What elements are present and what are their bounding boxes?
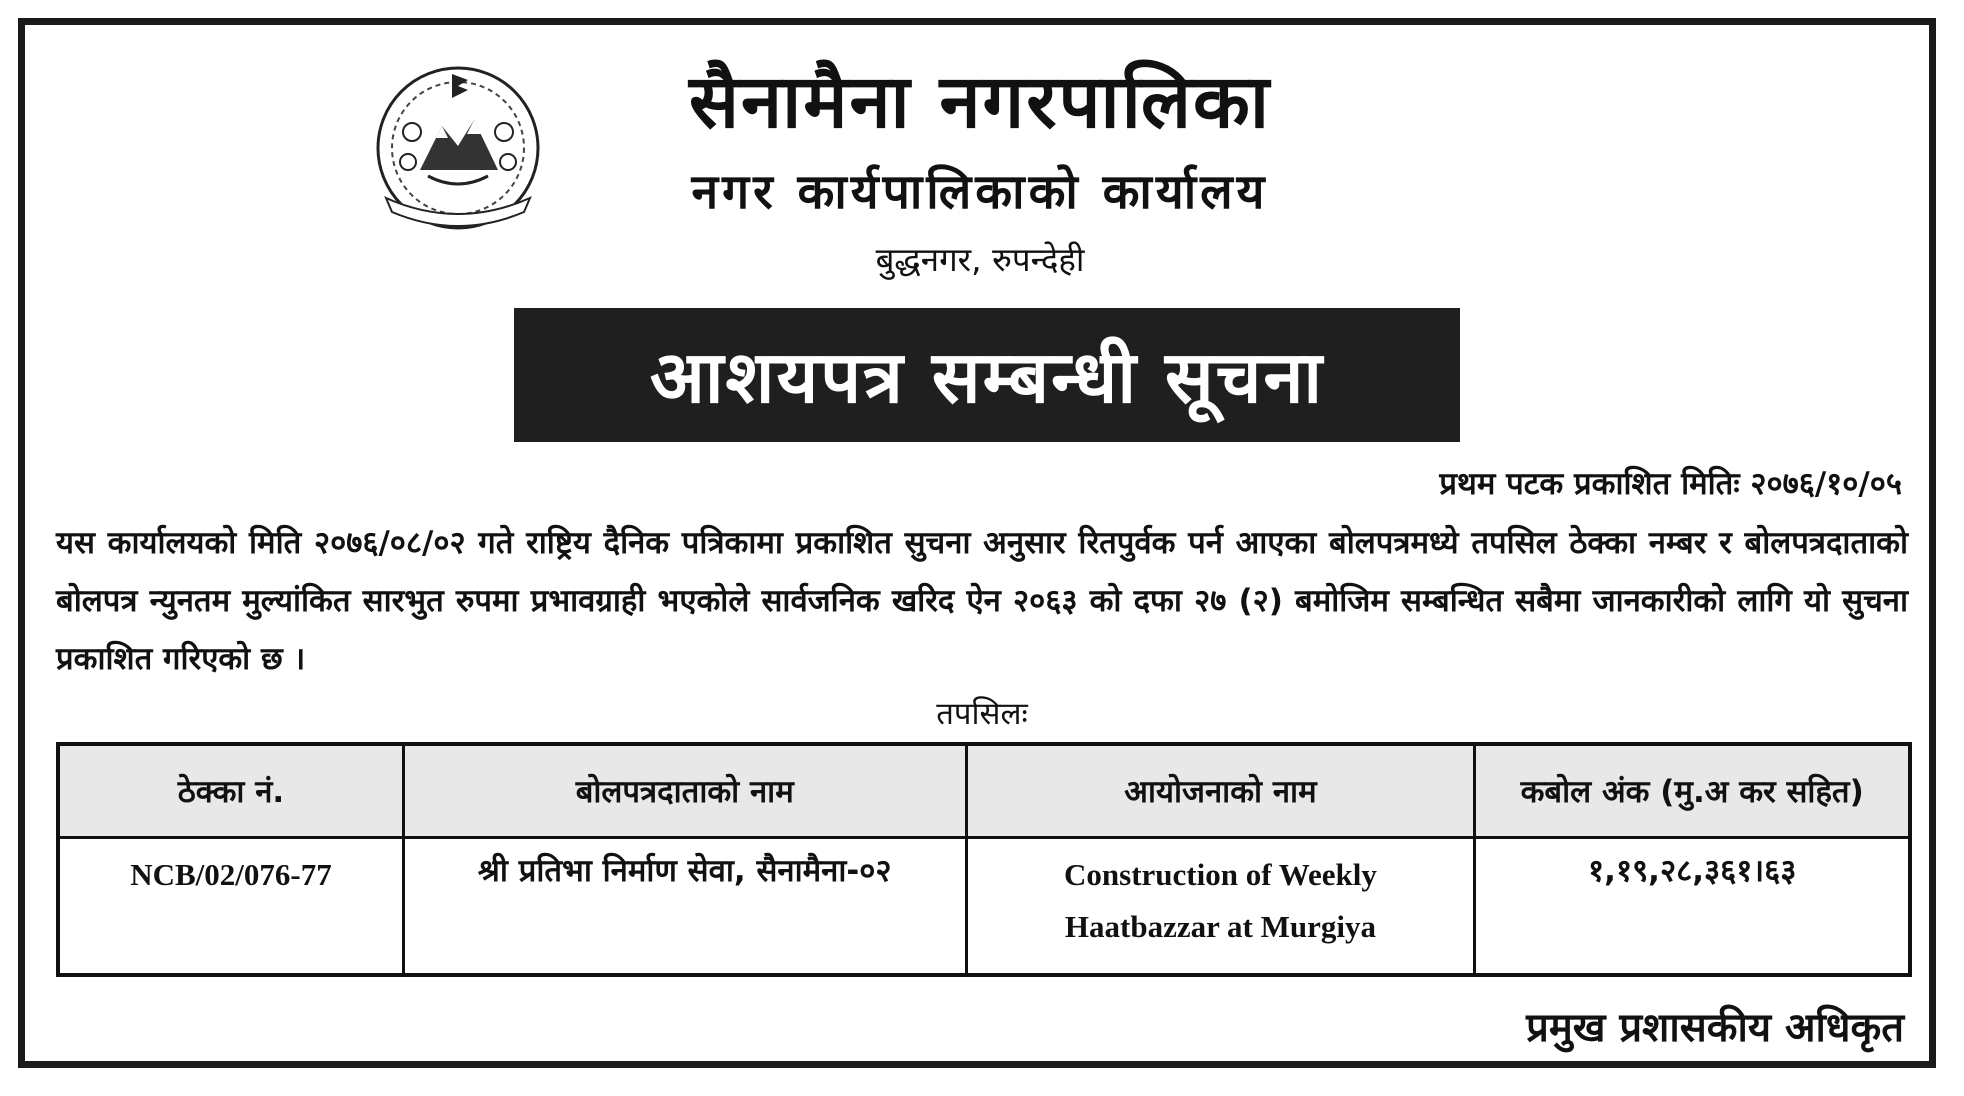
notice-heading-banner <box>514 308 1460 442</box>
cell-project-name <box>966 838 1475 976</box>
contract-table <box>56 742 1912 977</box>
header-bid-amount: कबोल अंक (मु.अ कर सहित) <box>1475 744 1910 838</box>
header-bidder-name: बोलपत्रदाताको नाम <box>403 744 966 838</box>
table-header-row <box>58 744 1910 838</box>
project-name-line-2: Haatbazzar at Murgiya <box>1064 909 1376 944</box>
header-project-name: आयोजनाको नाम <box>966 744 1475 838</box>
notice-heading: आशयपत्र सम्बन्धी सूचना <box>649 335 1325 419</box>
header-contract-no: ठेक्का नं. <box>58 744 403 838</box>
office-name: नगर कार्यपालिकाको कार्यालय <box>691 164 1269 220</box>
nepal-government-emblem-icon <box>368 58 548 238</box>
cell-bid-amount: १,१९,२८,३६१।६३ <box>1475 838 1910 976</box>
notice-body: यस कार्यालयको मिति २०७६/०८/०२ गते राष्ट्रिय दैनिक पत्रिकामा प्रकाशित सुचना अनुसार रितपुर्वक पर्न आएका बोलपत्रमध्ये तपसिल ठेक्का नम्बर र बोलपत्रदाताको बोलपत्र न्युनतम मुल्यांकित सारभुत रुपमा प्रभावग्राही भएकोले सार्वजनिक खरिद ऐन २०६३ को दफा २७ (२) बमोजिम सम्बन्धित सबैमा जानकारीको लागि यो सुचना प्रकाशित गरिएको छ । <box>56 525 1908 677</box>
details-label: तपसिलः <box>936 696 1028 732</box>
table-row <box>58 838 1910 976</box>
project-name-line-1: Construction of Weekly <box>1064 857 1377 892</box>
signatory-title: प्रमुख प्रशासकीय अधिकृत <box>1526 1005 1904 1051</box>
municipality-name: सैनामैना नगरपालिका <box>688 59 1272 145</box>
cell-bidder-name: श्री प्रतिभा निर्माण सेवा, सैनामैना-०२ <box>403 838 966 976</box>
office-address: बुद्धनगर, रुपन्देही <box>875 240 1085 279</box>
cell-contract-no: NCB/02/076-77 <box>58 838 403 976</box>
first-published-date: प्रथम पटक प्रकाशित मितिः २०७६/१०/०५ <box>1439 466 1902 502</box>
